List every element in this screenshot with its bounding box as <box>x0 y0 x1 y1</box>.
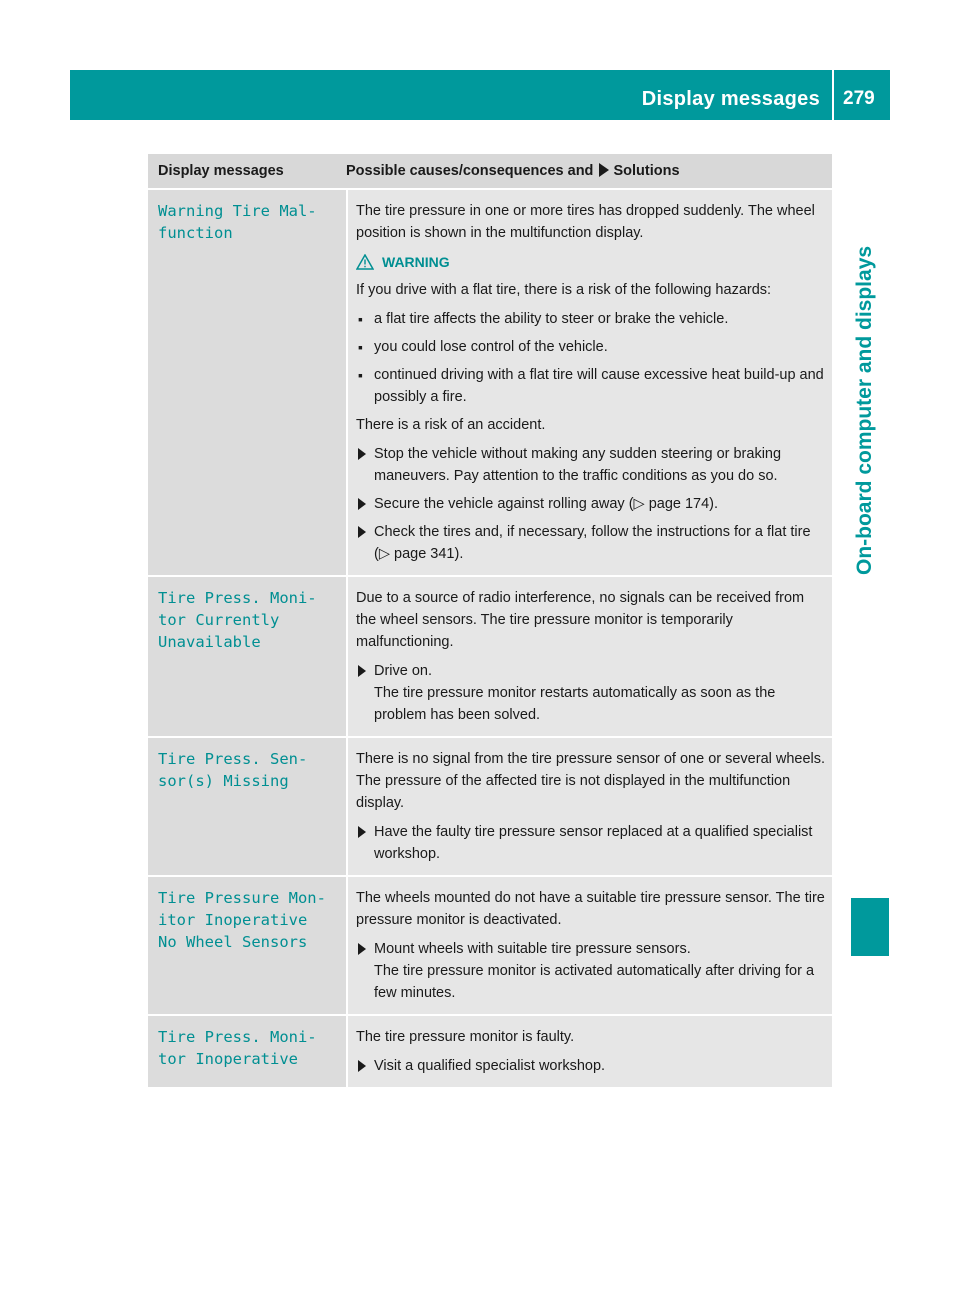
paragraph: If you drive with a flat tire, there is a risk of the following hazards: <box>356 282 772 298</box>
instruction-step <box>356 521 828 565</box>
instruction-step <box>356 660 828 726</box>
play-arrow-icon <box>599 163 609 177</box>
warning-heading <box>356 251 828 273</box>
step-text: Check the tires and, if necessary, follow the instructions for a flat tire (▷ page 341). <box>374 524 811 562</box>
paragraph: The wheels mounted do not have a suitable tire pressure sensor. The tire pressure monitor is deactivated. <box>356 890 825 928</box>
paragraph: There is a risk of an accident. <box>356 417 546 433</box>
table-row <box>148 1014 832 1087</box>
message-line: sor(s) Missing <box>158 772 289 790</box>
message-line: function <box>158 224 233 242</box>
message-line: No Wheel Sensors <box>158 933 308 951</box>
message-line: tor Inoperative <box>158 1050 298 1068</box>
message-line: Warning Tire Mal‐ <box>158 202 317 220</box>
step-arrow-icon <box>358 826 366 838</box>
step-arrow-icon <box>358 665 366 677</box>
table-row <box>148 875 832 1014</box>
step-arrow-icon <box>358 526 366 538</box>
display-message <box>148 1014 346 1087</box>
column-header-causes <box>340 154 832 188</box>
paragraph: The tire pressure monitor is faulty. <box>356 1029 575 1045</box>
message-explanation <box>346 736 832 875</box>
step-text: Drive on. <box>374 663 433 679</box>
instruction-step <box>356 1055 828 1077</box>
instruction-step <box>356 443 828 487</box>
message-line: Tire Press. Sen‐ <box>158 750 308 768</box>
message-line: Unavailable <box>158 633 261 651</box>
display-message <box>148 736 346 875</box>
display-messages-table <box>148 154 832 1087</box>
message-line: Tire Pressure Mon‐ <box>158 889 326 907</box>
list-item: ▪ you could lose control of the vehicle. <box>356 336 828 358</box>
paragraph: The tire pressure in one or more tires has dropped suddenly. The wheel position is shown in the multifunction display. <box>356 203 815 241</box>
message-line: Tire Press. Moni‐ <box>158 589 317 607</box>
chapter-side-tab: On-board computer and displays <box>853 245 876 575</box>
message-line: Tire Press. Moni‐ <box>158 1028 317 1046</box>
instruction-step <box>356 938 828 1004</box>
message-line: tor Currently <box>158 611 280 629</box>
chapter-marker-block <box>851 898 889 956</box>
page-number: 279 <box>843 88 875 109</box>
instruction-step <box>356 493 828 515</box>
step-text: Mount wheels with suitable tire pressure sensors. <box>374 941 691 957</box>
step-arrow-icon <box>358 498 366 510</box>
step-detail: The tire pressure monitor restarts automatically as soon as the problem has been solved. <box>374 685 776 723</box>
paragraph: There is no signal from the tire pressure sensor of one or several wheels. The pressure of the affected tire is not displayed in the multifunction display. <box>356 751 826 811</box>
step-arrow-icon <box>358 943 366 955</box>
message-explanation <box>346 1014 832 1087</box>
step-detail: The tire pressure monitor is activated automatically after driving for a few minutes. <box>374 963 815 1001</box>
display-message <box>148 188 346 575</box>
list-item: ▪ a flat tire affects the ability to steer or brake the vehicle. <box>356 308 828 330</box>
step-text: Have the faulty tire pressure sensor replaced at a qualified specialist workshop. <box>374 824 813 862</box>
step-text: Secure the vehicle against rolling away (▷ page 174). <box>374 496 719 512</box>
step-arrow-icon <box>358 448 366 460</box>
column-header-messages: Display messages <box>158 163 284 179</box>
column-header-causes-text: Possible causes/consequences and <box>346 163 594 179</box>
step-text: Stop the vehicle without making any sudden steering or braking maneuvers. Pay attention to the traffic conditions as you do so. <box>374 446 782 484</box>
column-header-solutions-text: Solutions <box>613 163 680 179</box>
display-message <box>148 575 346 736</box>
warning-label: WARNING <box>382 254 450 270</box>
warning-triangle-icon <box>356 254 374 270</box>
instruction-step <box>356 821 828 865</box>
step-arrow-icon <box>358 1060 366 1072</box>
table-row <box>148 188 832 575</box>
display-message <box>148 875 346 1014</box>
table-row <box>148 575 832 736</box>
message-line: itor Inoperative <box>158 911 308 929</box>
step-text: Visit a qualified specialist workshop. <box>374 1058 606 1074</box>
table-row <box>148 736 832 875</box>
page-section-title: Display messages <box>641 88 820 110</box>
message-explanation <box>346 875 832 1014</box>
table-header <box>148 154 832 188</box>
message-explanation <box>346 575 832 736</box>
message-explanation <box>346 188 832 575</box>
paragraph: Due to a source of radio interference, no signals can be received from the wheel sensors. The tire pressure monitor is temporarily malfunctioning. <box>356 590 805 650</box>
list-item: ▪ continued driving with a flat tire will cause excessive heat build-up and possibly a fire. <box>356 364 828 408</box>
header-divider <box>832 70 834 120</box>
